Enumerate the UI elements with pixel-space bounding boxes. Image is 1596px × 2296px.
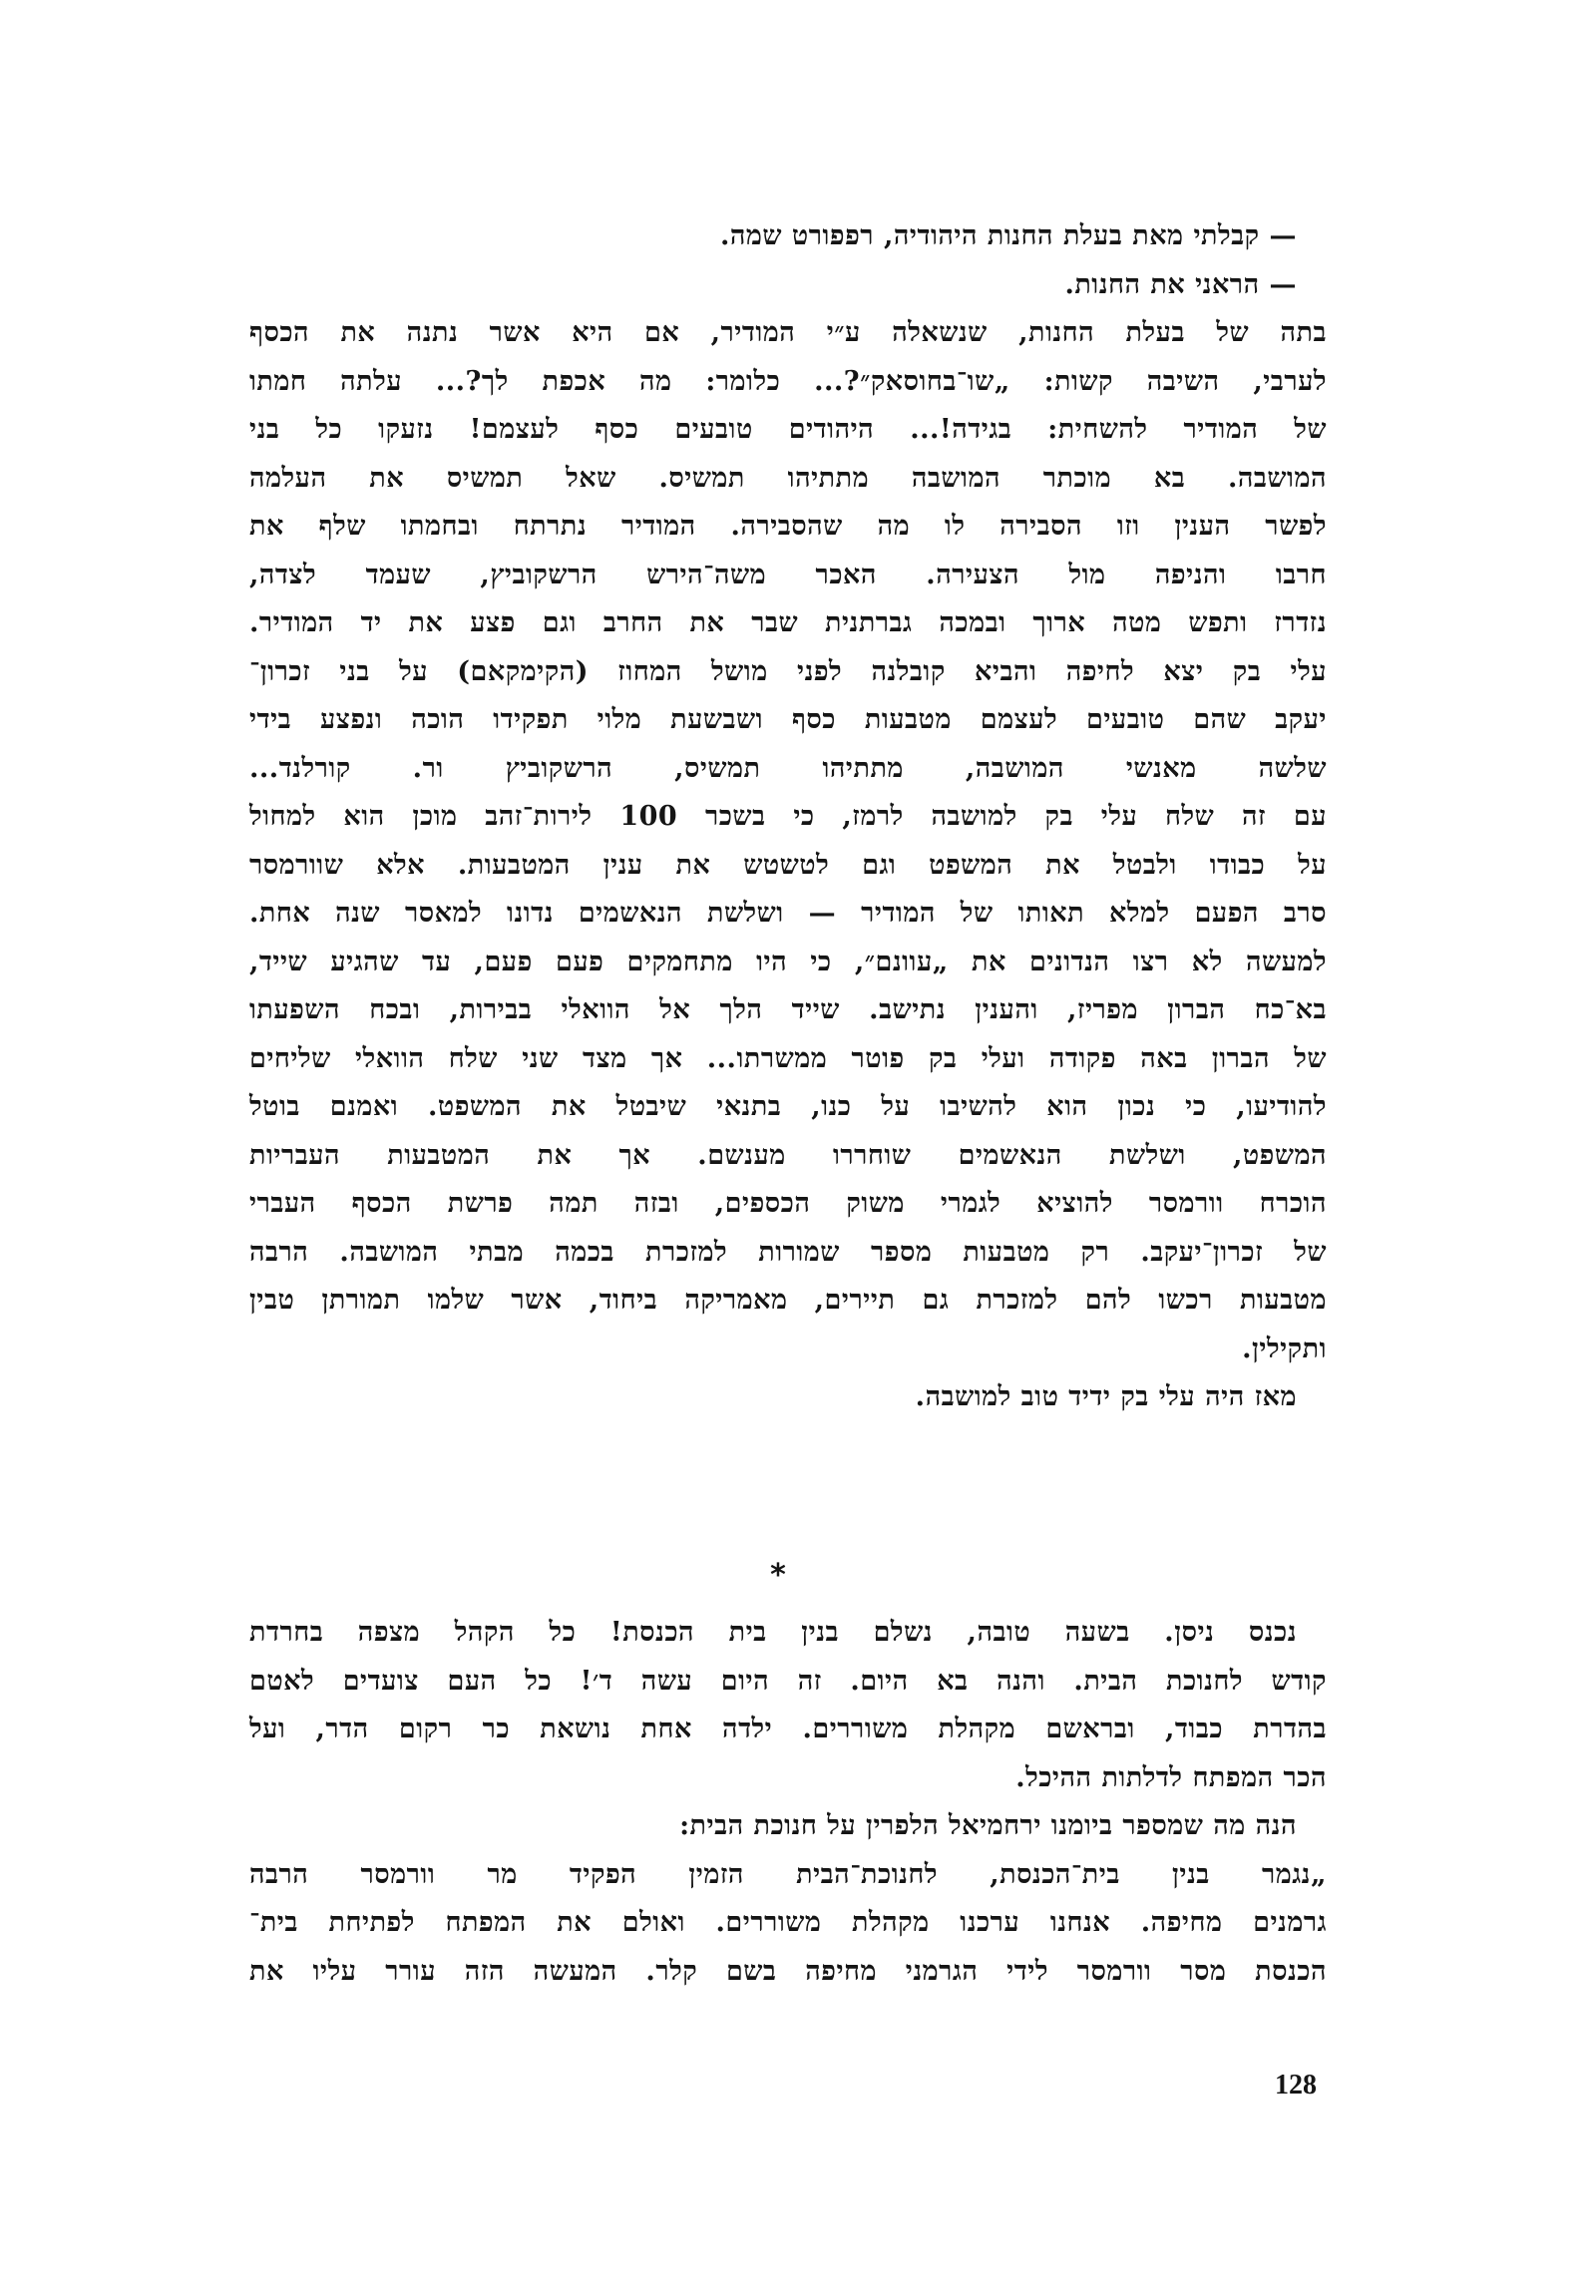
text-line: ותקילין. [1242, 1333, 1327, 1364]
text-line: חרבו והניפה מול הצעירה. האכר משה־הירש הרשקוביץ, שעמד לצדה, [249, 559, 1327, 590]
text-line: הכר המפתח לדלתות ההיכל. [1015, 1761, 1327, 1793]
text-line: — קבלתי מאת בעלת החנות היהודיה, רפפורט שמה. [719, 220, 1297, 251]
text-line: למעשה לא רצו הנדונים את „עוונם״, כי היו מתחמקים פעם פעם, עד שהגיע שייד, [249, 946, 1328, 977]
text-line: מטבעות רכשו להם למזכרת גם תיירים, מאמריקה ביחוד, אשר שלמו תמורתן טבין [249, 1285, 1327, 1316]
text-line: בתה של בעלת החנות, שנשאלה ע״י המודיר, אם היא אשר נתנה את הכסף [249, 317, 1327, 348]
text-line: על כבודו ולבטל את המשפט וגם לטשטש את ענין המטבעות. אלא שוורמסר [249, 849, 1327, 881]
text-line: סרב הפעם למלא תאותו של המודיר — ושלשת הנאשמים נדונו למאסר שנה אחת. [249, 898, 1327, 929]
text-line: נזדרז ותפש מטה ארוך ובמכה גברתנית שבר את החרב וגם פצע את יד המודיר. [249, 607, 1327, 638]
text-line: הכנסת מסר וורמסר לידי הגרמני מחיפה בשם קלר. המעשה הזה עורר עליו את [249, 1955, 1327, 1987]
text-line: המשפט, ושלשת הנאשמים שוחררו מענשם. אך את המטבעות העבריות [249, 1139, 1327, 1171]
text-section-2 [249, 1609, 1327, 1996]
text-line: קודש לחנוכת הבית. והנה בא היום. זה היום עשה ד׳! כל העם צועדים לאטם [249, 1665, 1327, 1697]
text-line: יעקב שהם טובעים לעצמם מטבעות כסף ושבשעת מלוי תפקידו הוכה ונפצע בידי [249, 704, 1327, 735]
text-line: עלי בק יצא לחיפה והביא קובלנה לפני מושל המחוז (הקימקאם) על בני זכרון־ [249, 655, 1327, 687]
text-line: המושבה. בא מוכתר המושבה מתתיהו תמשיס. שאל תמשיס את העלמה [249, 462, 1327, 494]
text-line: לפשר הענין וזו הסבירה לו מה שהסבירה. המודיר נתרתח ובחמתו שלף את [249, 511, 1327, 542]
text-line: הנה מה שמספר ביומנו ירחמיאל הלפרין על חנוכת הבית: [679, 1810, 1297, 1841]
text-line: מאז היה עלי בק ידיד טוב למושבה. [915, 1381, 1297, 1412]
text-line: בהדרת כבוד, ובראשם מקהלת משוררים. ילדה אחת נושאת כר רקום הדר, ועל [249, 1714, 1327, 1744]
text-line: לערבי, השיבה קשות: „שו־בחוסאק״?... כלומר: מה אכפת לך?... עלתה חמתו [249, 365, 1327, 397]
page-number: 128 [1275, 2070, 1317, 2101]
text-line: להודיעו, כי נכון הוא להשיבו על כנו, בתנאי שיבטל את המשפט. ואמנם בוטל [249, 1091, 1327, 1122]
text-line: „נגמר בנין בית־הכנסת, לחנוכת־הבית הזמין הפקיד מר וורמסר הרבה [249, 1858, 1327, 1890]
text-line: של זכרון־יעקב. רק מטבעות מספר שמורות למזכרת בכמה מבתי המושבה. הרבה [249, 1236, 1327, 1268]
text-line: נכנס ניסן. בשעה טובה, נשלם בנין בית הכנסת! כל הקהל מצפה בחרדת [249, 1617, 1297, 1648]
text-line: גרמנים מחיפה. אנחנו ערכנו מקהלת משוררים. ואולם את המפתח לפתיחת בית־ [249, 1907, 1327, 1938]
text-line: הוכרח וורמסר להוציא לגמרי משוק הכספים, ובזה תמה פרשת הכסף העברי [249, 1188, 1327, 1219]
text-section-1 [249, 212, 1327, 1422]
text-line: בא־כח הברון מפריז, והענין נתישב. שייד הלך אל הוואלי בבירות, ובכח השפעתו [249, 994, 1327, 1025]
text-line: של הברון באה פקודה ועלי בק פוטר ממשרתו... אך מצד שני שלח הוואלי שליחים [249, 1042, 1327, 1074]
text-line: של המודיר להשחית: בגידה!... היהודים טובעים כסף לעצמם! נזעקו כל בני [249, 414, 1327, 445]
section-separator: * [770, 1558, 786, 1593]
text-line: שלשה מאנשי המושבה, מתתיהו תמשיס, הרשקוביץ ור. קורלנד... [249, 752, 1327, 784]
text-line: — הראני את החנות. [1064, 268, 1297, 300]
text-line: עם זה שלח עלי בק למושבה לרמז, כי בשכר 100 לירות־זהב מוכן הוא למחול [249, 801, 1327, 832]
